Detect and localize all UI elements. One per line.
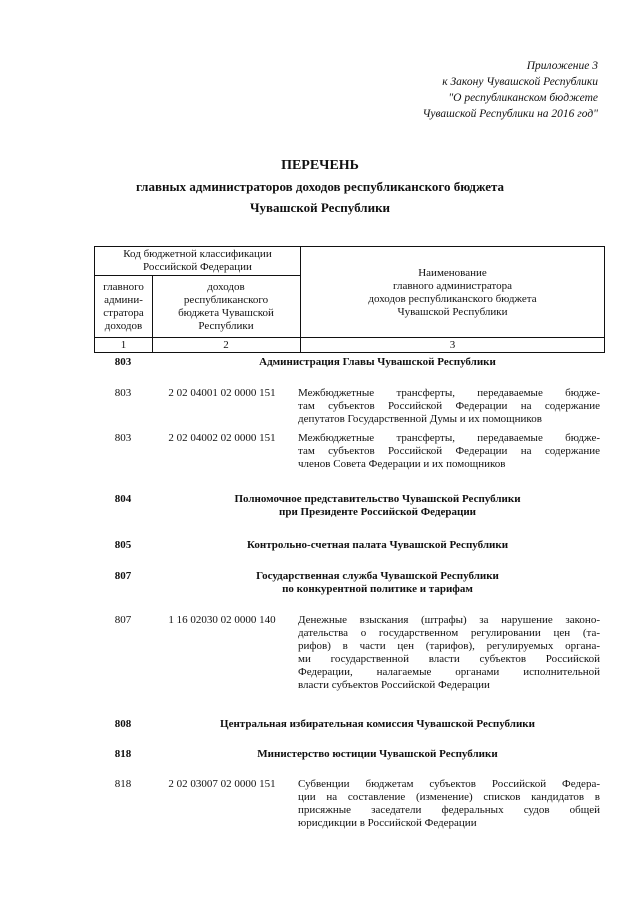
col3-header: Наименование главного администратора доходов республиканского бюджета Чувашской Республики (368, 267, 537, 318)
admin-code: 803 (114, 387, 132, 399)
revenue-description: Межбюджетные трансферты, передаваемые бюдже- там субъектов Российской Федерации на содержание депутатов Государственной Думы и их помощников (298, 387, 600, 425)
appendix-note (338, 58, 598, 122)
admin-code: 818 (114, 778, 132, 790)
admin-code: 805 (114, 539, 132, 551)
title-line: Чувашской Республики (249, 200, 391, 215)
table-header (94, 246, 605, 353)
admin-title: Администрация Главы Чувашской Республики (259, 356, 496, 368)
admin-title: Центральная избирательная комиссия Чувашской Республики (220, 718, 535, 730)
appendix-line: к Закону Чувашской Республики (442, 76, 598, 88)
appendix-line: Приложение 3 (526, 60, 598, 72)
admin-code: 803 (114, 432, 132, 444)
admin-title: Полномочное представительство Чувашской Республики при Президенте Российской Федерации (234, 493, 521, 518)
admin-code: 803 (114, 356, 132, 368)
kbk-code: 1 16 02030 02 0000 140 (168, 614, 276, 626)
col3-number: 3 (449, 339, 456, 351)
admin-title: Контрольно-счетная палата Чувашской Республики (246, 539, 509, 551)
kbk-code: 2 02 04001 02 0000 151 (168, 387, 276, 399)
appendix-line: "О республиканском бюджете (448, 92, 598, 104)
revenue-description: Субвенции бюджетам субъектов Российской Федера- ции на составление (изменение) списков кандидатов в присяжные заседатели федеральных судов общей юрисдикции в Российской Федерации (298, 778, 600, 829)
kbk-code: 2 02 04002 02 0000 151 (168, 432, 276, 444)
document-title (0, 155, 640, 218)
admin-title: Министерство юстиции Чувашской Республики (257, 748, 498, 760)
admin-code: 807 (114, 614, 132, 626)
admin-code: 818 (114, 748, 132, 760)
appendix-line: Чувашской Республики на 2016 год" (422, 108, 598, 120)
revenue-description: Денежные взыскания (штрафы) за нарушение законо- дательства о государственном регулировании цен (та- рифов) в части цен (тарифов), регулируемых органа- ми государственной власти субъектов Российской Федерации, налагаемые органами исполнительной власти субъектов Российской Федерации (298, 614, 600, 691)
title-line: главных администраторов доходов республиканского бюджета (135, 179, 505, 194)
kbk-group-header: Код бюджетной классификации Российской Федерации (123, 248, 272, 273)
admin-title: Государственная служба Чувашской Республики по конкурентной политике и тарифам (256, 570, 499, 595)
title-line: ПЕРЕЧЕНЬ (281, 158, 359, 173)
revenue-description: Межбюджетные трансферты, передаваемые бюдже- там субъектов Российской Федерации на содержание членов Совета Федерации и их помощников (298, 432, 600, 470)
admin-code: 804 (114, 493, 132, 505)
col1-header: главного админи- стратора доходов (103, 281, 144, 332)
col1-number: 1 (120, 339, 127, 351)
kbk-code: 2 02 03007 02 0000 151 (168, 778, 276, 790)
admin-code: 808 (114, 718, 132, 730)
admin-code: 807 (114, 570, 132, 582)
col2-header: доходов республиканского бюджета Чувашской Республики (178, 281, 274, 332)
col2-number: 2 (223, 339, 229, 351)
